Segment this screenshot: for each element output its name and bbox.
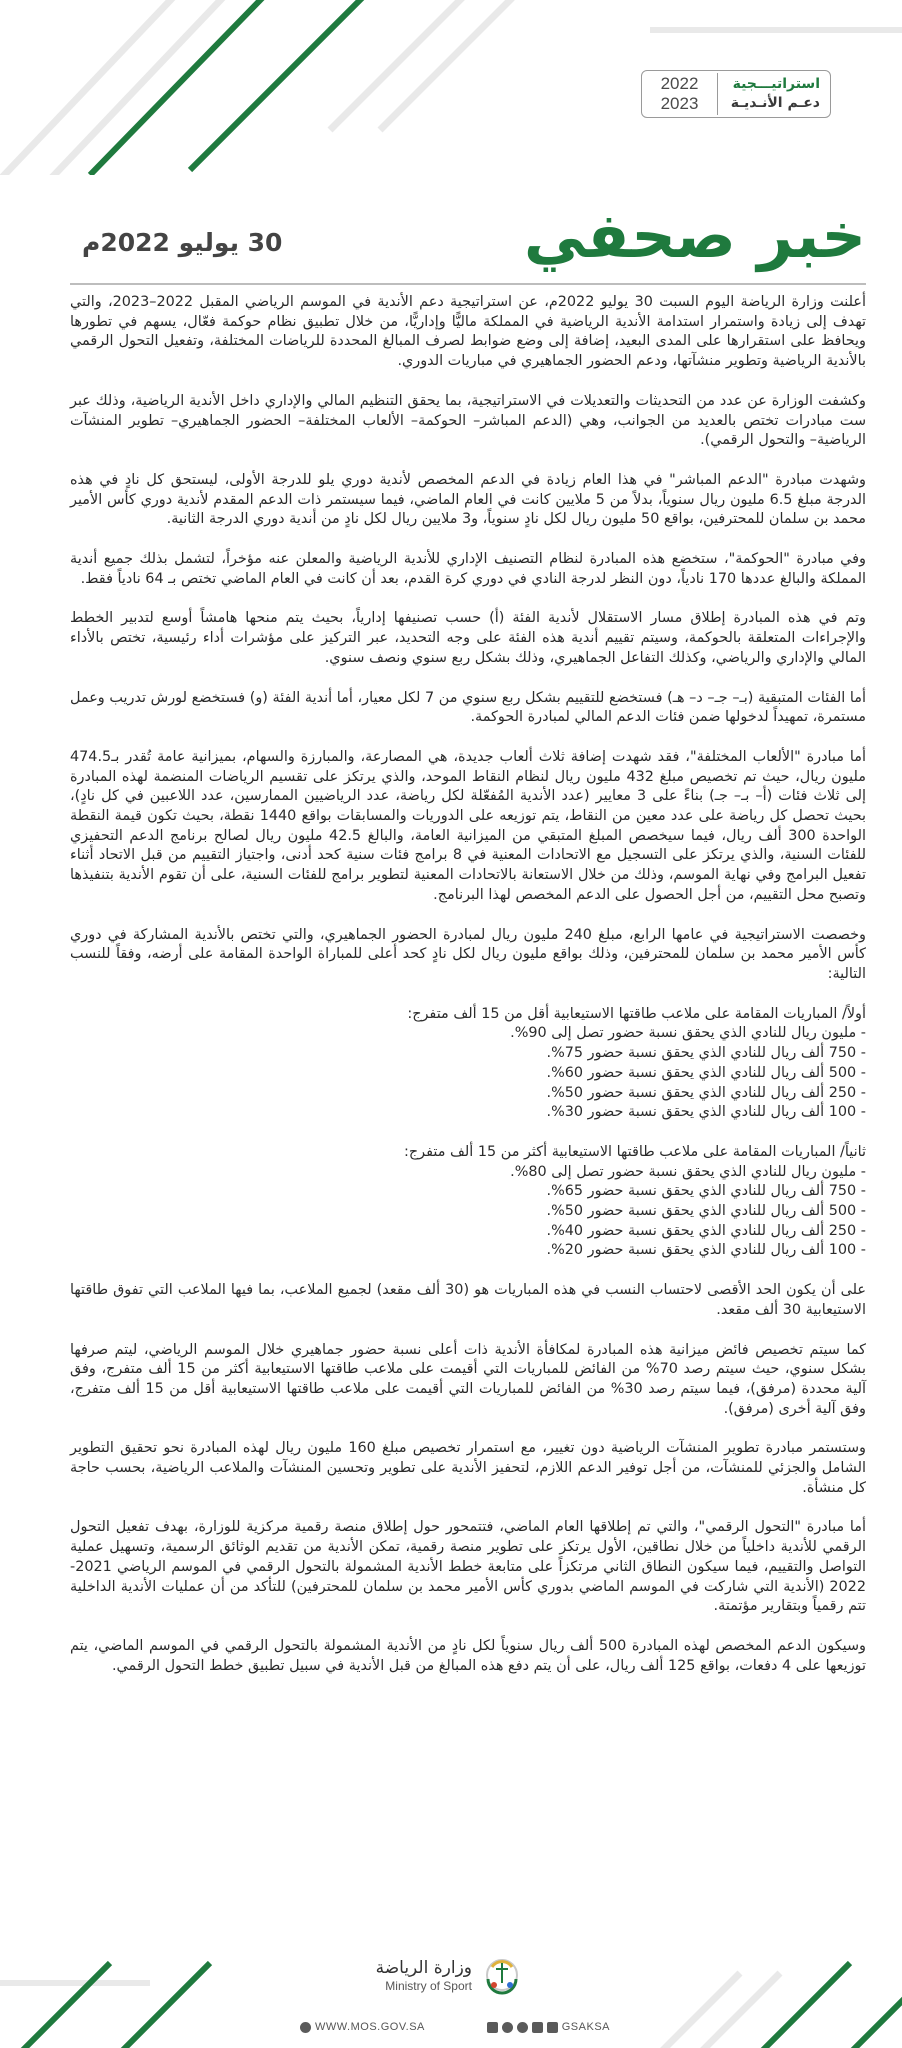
globe-icon	[300, 2022, 311, 2033]
facebook-icon	[487, 2022, 498, 2033]
instagram-icon	[532, 2022, 543, 2033]
list-item: - مليون ريال للنادي الذي يحقق نسبة حضور تصل إلى 80%.	[510, 1163, 866, 1180]
badge-divider	[717, 73, 718, 115]
badge-title	[718, 75, 830, 113]
paragraph-11: وستستمر مبادرة تطوير المنشآت الرياضية دون تغيير، مع استمرار تخصيص مبلغ 160 مليون ريال لهذه المبادرة نحو تحقيق التطوير الشامل والجزئي للمنشآت، من أجل توفير الدعم اللازم، لتحفيز الأندية على تطوير وتحسين المنشآت والملاعب الرياضية، بحسب حاجة كل منشأة.	[70, 1440, 866, 1496]
social-handle[interactable]	[487, 2021, 610, 2033]
badge-year-2: 2023	[660, 94, 699, 113]
paragraph-6: أما الفئات المتبقية (بـ– جـ– د– هـ) فستخضع للتقييم بشكل ربع سنوي من 7 لكل معيار، أما أندية الفئة (و) فستخضع لورش تدريب وعمل مستمرة، تمهيداً لدخولها ضمن فئات الدعم المالي لمبادرة الحوكمة.	[70, 689, 867, 726]
paragraph-3: وشهدت مبادرة "الدعم المباشر" في هذا العام زيادة في الدعم المخصص لأندية دوري يلو للدرجة الأولى، ليستحق كل نادٍ في هذه الدرجة مبلغ 6.5 مليون ريال سنوياً، بدلاً من 5 ملايين كانت في العام الماضي، فيما سيستمر ذات الدعم المقدم لأندية دوري كأس الأمير محمد بن سلمان للمحترفين، بواقع 50 مليون ريال لكل نادٍ سنوياً، و3 ملايين ريال لكل نادٍ من أندية دوري الدرجة الثانية.	[70, 471, 866, 528]
footer-contacts	[300, 2018, 610, 2036]
twitter-icon	[502, 2022, 513, 2033]
list-item: - 250 ألف ريال للنادي الذي يحقق نسبة حضور 50%.	[546, 1084, 866, 1101]
ministry-logo	[306, 1952, 526, 2002]
youtube-icon	[547, 2022, 558, 2033]
article-body	[70, 293, 866, 1696]
list-2-heading: ثانياً/ المباريات المقامة على ملاعب طاقتها الاستيعابية أكثر من 15 ألف متفرج:	[404, 1143, 866, 1160]
paragraph-12: أما مبادرة "التحول الرقمي"، والتي تم إطلاقها العام الماضي، فتتمحور حول إطلاق منصة رقمية مركزية للوزارة، بهدف تفعيل التحول الرقمي للأندية داخلياً من خلال نطاقين، الأول يرتكز على تطوير منصة رقمية، تمكن الأندية من تقديم الوثائق الرسمية، وتسهيل عملية التواصل والتقييم، فيما سيكون النطاق الثاني مرتكزاً على متابعة خطط الأندية المشمولة بالتحول الرقمي في الموسم الرياضي 2021- 2022 (الأندية التي شاركت في الموسم الماضي بدوري كأس الأمير محمد بن سلمان للمحترفين) للتأكد من أن عمليات الأندية الداخلية تتم رقمياً وبتقارير مؤتمتة.	[70, 1519, 866, 1615]
page-title: خبر صحفي	[523, 199, 866, 272]
list-1-heading: أولاً/ المباريات المقامة على ملاعب طاقتها الاستيعابية أقل من 15 ألف متفرج:	[407, 1005, 866, 1022]
paragraph-4: وفي مبادرة "الحوكمة"، ستخضع هذه المبادرة لنظام التصنيف الإداري للأندية الرياضية والمعلن عنه مؤخراً، لتشمل بذلك جميع أندية المملكة والبالغ عددها 170 نادياً، دون النظر لدرجة النادي في دوري كرة القدم، بعد أن كانت في العام الماضي تختص بـ 64 نادياً فقط.	[70, 551, 866, 587]
social-handle-text: GSAKSA	[561, 2021, 610, 2033]
badge-title-line2: دعـم الأنـديـة	[730, 95, 820, 111]
list-item: - 250 ألف ريال للنادي الذي يحقق نسبة حضور 40%.	[546, 1222, 866, 1239]
logo-english: Ministry of Sport	[385, 1979, 472, 1993]
paragraph-5: وتم في هذه المبادرة إطلاق مسار الاستقلال لأندية الفئة (أ) حسب تصنيفها إدارياً، بحيث يتم منحها هامشاً أوسع لتدبير الخطط والإجراءات المتعلقة بالحوكمة، وسيتم تقييم أندية هذه الفئة على وجه التحديد، عبر التركيز على مؤشرات أداء رئيسية، تختص بالأداء المالي والإداري والرياضي، وكذلك التفاعل الجماهيري، وذلك بشكل ربع سنوي ونصف سنوي.	[70, 610, 866, 666]
strategy-badge	[641, 70, 831, 118]
badge-title-line1: استراتيـــجية	[732, 76, 820, 92]
list-item: - مليون ريال للنادي الذي يحقق نسبة حضور تصل إلى 90%.	[510, 1025, 866, 1042]
list-item: - 500 ألف ريال للنادي الذي يحقق نسبة حضور 60%.	[546, 1064, 866, 1081]
paragraph-10: كما سيتم تخصيص فائض ميزانية هذه المبادرة لمكافأة الأندية ذات أعلى نسبة حضور جماهيري خلال الموسم الرياضي، ليتم صرفها بشكل سنوي، حيث سيتم رصد 70% من الفائض للمباريات التي أقيمت على ملاعب طاقتها الاستيعابية أكثر من 15 ألف متفرج، وفق آلية محددة (مرفق)، فيما سيتم رصد 30% من الفائض للمباريات التي أقيمت على ملاعب طاقتها الاستيعابية أقل من 15 ألف متفرج، وفق آلية أخرى (مرفق).	[70, 1341, 867, 1417]
badge-years	[642, 74, 717, 114]
list-item: - 100 ألف ريال للنادي الذي يحقق نسبة حضور 30%.	[546, 1104, 866, 1121]
logo-text	[376, 1959, 472, 1995]
website-link[interactable]	[300, 2021, 425, 2033]
logo-arabic: وزارة الرياضة	[375, 1958, 472, 1978]
website-text: WWW.MOS.GOV.SA	[315, 2021, 425, 2033]
attendance-list-under-15k	[70, 1024, 866, 1123]
attendance-list-over-15k	[70, 1163, 866, 1262]
list-item: - 750 ألف ريال للنادي الذي يحقق نسبة حضور 75%.	[546, 1045, 866, 1062]
paragraph-13: وسيكون الدعم المخصص لهذه المبادرة 500 ألف ريال سنوياً لكل نادٍ من الأندية المشمولة بالتحول الرقمي في الموسم الماضي، يتم توزيعها على 4 دفعات، بواقع 125 ألف ريال، على أن يتم دفع هذه المبالغ من قبل الأندية في سبيل تطبيق خطط التحول الرقمي.	[70, 1637, 866, 1674]
paragraph-9: على أن يكون الحد الأقصى لاحتساب النسب في هذه المباريات هو (30 ألف مقعد) لجميع الملاعب، بما فيها الملاعب التي تفوق طاقتها الاستيعابية 30 ألف مقعد.	[70, 1282, 867, 1318]
paragraph-8: وخصصت الاستراتيجية في عامها الرابع، مبلغ 240 مليون ريال لمبادرة الحضور الجماهيري، والتي تختص بالأندية المشاركة في دوري كأس الأمير محمد بن سلمان للمحترفين، وذلك بواقع مليون ريال لكل نادٍ كحد أعلى للمباراة الواحدة المقامة على أرضه، وفقاً للنسب التالية:	[70, 926, 866, 982]
paragraph-7: أما مبادرة "الألعاب المختلفة"، فقد شهدت إضافة ثلاث ألعاب جديدة، هي المصارعة، والمبارزة والسهام، بميزانية عامة تُقدر بـ474.5 مليون ريال، حيث تم تخصيص مبلغ 432 مليون ريال لنظام النقاط الموحد، والذي يرتكز على تقسيم الرياضات المنضمة لهذه المبادرة إلى ثلاث فئات (أ– بـ– جـ) بناءً على 3 معايير (عدد الأندية المُفعّلة لكل رياضة، عدد الرياضيين الممارسين، عدد اللاعبين في كل نادٍ)، بحيث تحصل كل رياضة على عدد معين من النقاط، يتم توزيعه على الدوريات والمسابقات بواقع 1440 نقطة، بحيث تكون قيمة النقطة الواحدة 300 ألف ريال، فيما سيخصص المبلغ المتبقي من الميزانية العامة، والبالغ 42.5 مليون ريال لصالح برنامج الدعم التحفيزي للفئات السنية، والذي يرتكز على التسجيل مع الاتحادات المعنية في 8 برامج فئات سنية كحد أدنى، واجتياز التقييم من قبل الاتحاد أثناء تفعيل البرامج وفي نهاية الموسم، وذلك من خلال الاستعانة بالاتحادات المعنية لتطوير برامج للفئات السنية، على أن تقوم الأندية بتنفيذها وتصبح محل التقييم، من أجل الحصول على الدعم المخصص لهذا البرنامج.	[70, 748, 867, 903]
publish-date: 30 يوليو 2022م	[82, 228, 283, 257]
list-item: - 100 ألف ريال للنادي الذي يحقق نسبة حضور 20%.	[546, 1242, 866, 1259]
ministry-emblem-icon	[478, 1953, 526, 2001]
list-item: - 750 ألف ريال للنادي الذي يحقق نسبة حضور 65%.	[546, 1183, 866, 1200]
paragraph-1: أعلنت وزارة الرياضة اليوم السبت 30 يوليو 2022م، عن استراتيجية دعم الأندية في الموسم الرياضي المقبل 2022–2023، والتي تهدف إلى زيادة واستمرار استدامة الأندية الرياضية في المملكة ماليًّا وإداريًّا، من خلال تطبيق نظام حوكمة فعّال، يسهم في تطورها ويحافظ على استقرارها على المدى البعيد، إضافة إلى وضع ضوابط لصرف المبالغ المحددة للرياضات المختلفة، وتفعيل التحول الرقمي بالأندية الرياضية وتطوير منشآتها، ودعم الحضور الجماهيري في مباريات الدوري.	[70, 294, 867, 370]
title-divider	[70, 283, 866, 285]
paragraph-2: وكشفت الوزارة عن عدد من التحديثات والتعديلات في الاستراتيجية، بما يحقق التنظيم المالي والإداري داخل الأندية الرياضية، وذلك عبر ست مبادرات تختص بالعديد من الجوانب، وهي (الدعم المباشر– الحوكمة– الألعاب المختلفة– الحضور الجماهيري– تطوير المنشآت الرياضية– والتحول الرقمي).	[70, 392, 866, 449]
badge-year-1: 2022	[660, 74, 699, 93]
snapchat-icon	[517, 2022, 528, 2033]
list-item: - 500 ألف ريال للنادي الذي يحقق نسبة حضور 50%.	[546, 1203, 866, 1220]
